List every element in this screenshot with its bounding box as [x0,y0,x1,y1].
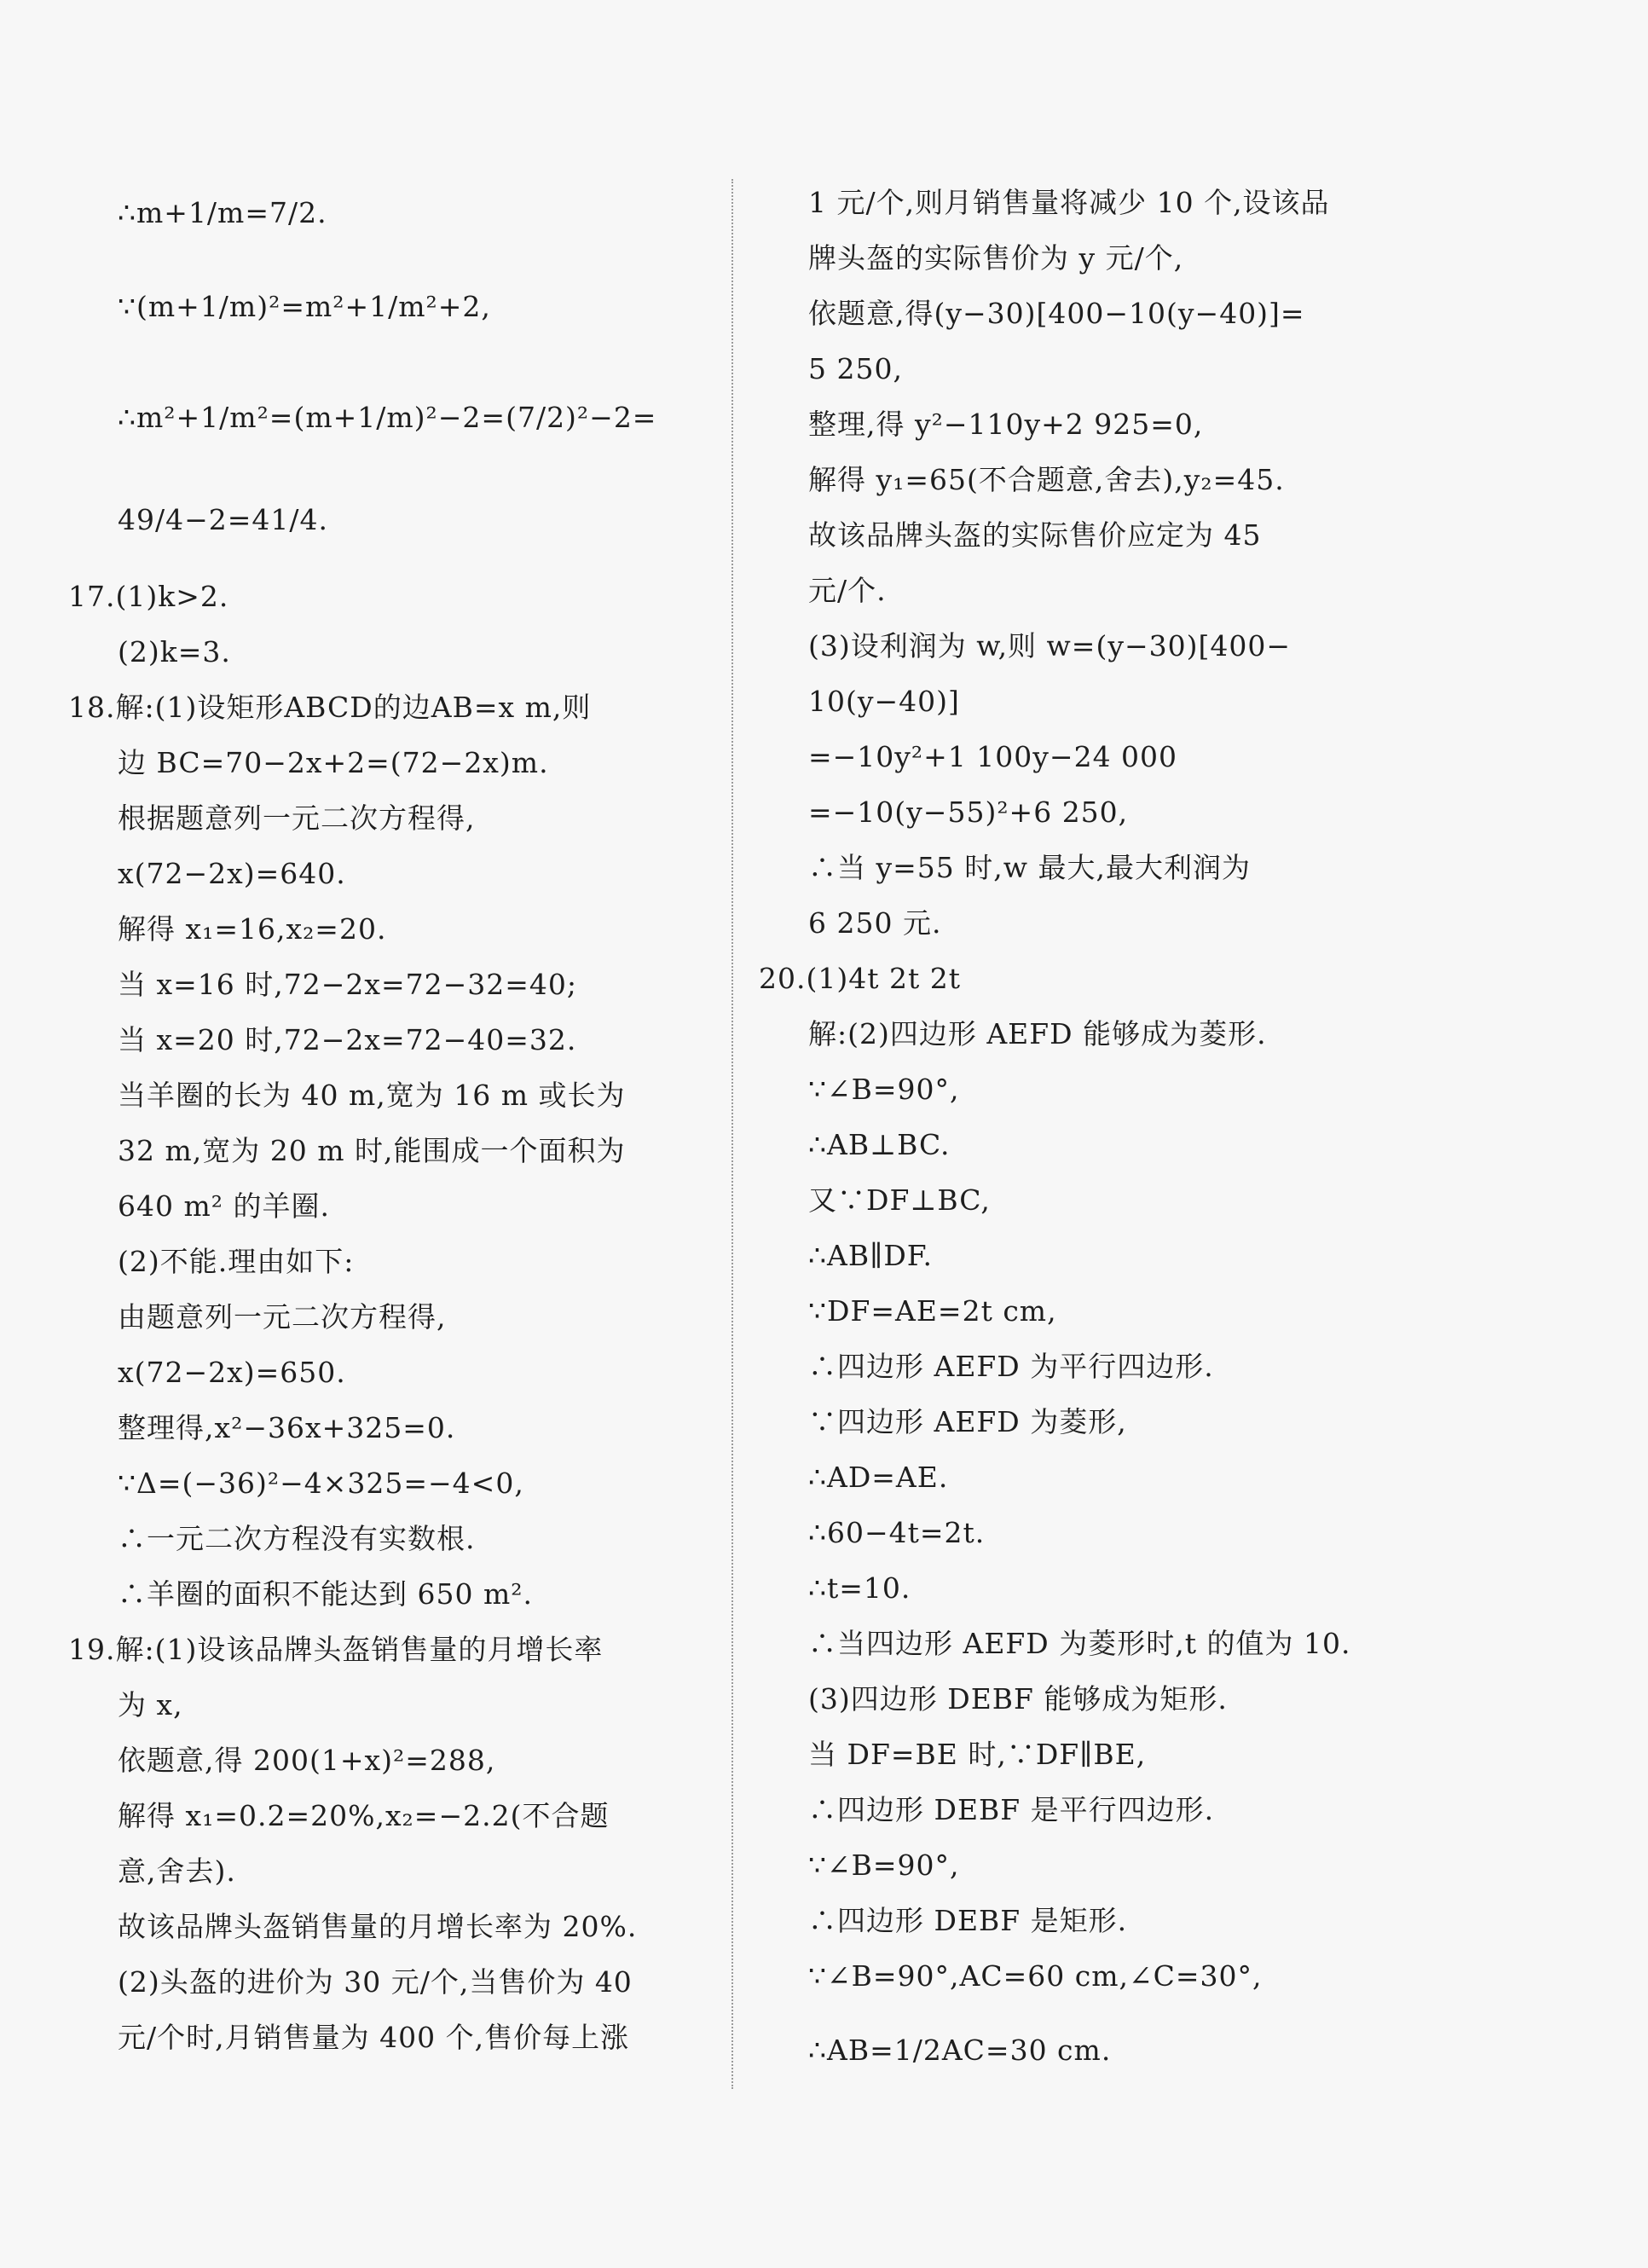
text-line: 整理得,x²−36x+325=0. [118,1411,456,1444]
text-line: ∵Δ=(−36)²−4×325=−4<0, [118,1467,524,1500]
column-divider [731,179,733,2089]
text-line: 20.(1)4t 2t 2t [759,962,961,995]
text-line: 故该品牌头盔销售量的月增长率为 20%. [118,1910,638,1943]
text-line: (2)头盔的进价为 30 元/个,当售价为 40 [118,1965,633,1999]
text-line: (2)不能.理由如下: [118,1245,355,1278]
text-line: 元/个. [808,574,887,607]
text-line: =−10y²+1 100y−24 000 [808,740,1178,773]
text-line: 边 BC=70−2x+2=(72−2x)m. [118,746,549,779]
text-line: ∴AB∥DF. [808,1239,934,1272]
text-line: 解得 x₁=0.2=20%,x₂=−2.2(不合题 [118,1799,610,1832]
text-line: ∵四边形 AEFD 为菱形, [808,1405,1127,1438]
text-line: ∴一元二次方程没有实数根. [118,1522,476,1555]
text-line: 6 250 元. [808,906,942,940]
text-line: ∴t=10. [808,1571,911,1605]
text-line: 为 x, [118,1688,183,1721]
text-line: ∴60−4t=2t. [808,1516,986,1549]
text-line: 解:(2)四边形 AEFD 能够成为菱形. [808,1017,1267,1050]
text-line: 又∵DF⊥BC, [808,1183,991,1217]
text-line: 1 元/个,则月销售量将减少 10 个,设该品 [808,186,1330,219]
text-line: 当 x=16 时,72−2x=72−32=40; [118,968,578,1001]
text-line: 49/4−2=41/4. [118,503,328,536]
text-line: 意,舍去). [118,1854,236,1888]
text-line: ∴AB⊥BC. [808,1128,951,1161]
text-line: ∴当 y=55 时,w 最大,最大利润为 [808,851,1251,884]
text-line: ∴羊圈的面积不能达到 650 m². [118,1577,533,1611]
text-line: ∴AD=AE. [808,1461,949,1494]
text-line: 18.解:(1)设矩形ABCD的边AB=x m,则 [68,691,592,724]
text-line: 元/个时,月销售量为 400 个,售价每上涨 [118,2021,630,2054]
text-line: 当 DF=BE 时,∵DF∥BE, [808,1738,1147,1771]
text-line: =−10(y−55)²+6 250, [808,796,1129,829]
text-line: ∴当四边形 AEFD 为菱形时,t 的值为 10. [808,1627,1351,1660]
text-line: 解得 y₁=65(不合题意,舍去),y₂=45. [808,463,1285,496]
text-line: 由题意列一元二次方程得, [118,1300,447,1334]
text-line: 32 m,宽为 20 m 时,能围成一个面积为 [118,1134,626,1167]
text-line: ∴AB=1/2AC=30 cm. [808,2034,1112,2067]
text-line: 10(y−40)] [808,685,960,718]
text-line: 牌头盔的实际售价为 y 元/个, [808,241,1184,275]
text-line: ∴四边形 AEFD 为平行四边形. [808,1350,1214,1383]
text-line: 解得 x₁=16,x₂=20. [118,912,387,946]
text-line: 19.解:(1)设该品牌头盔销售量的月增长率 [68,1633,604,1666]
text-line: 5 250, [808,352,903,385]
text-line: ∴m+1/m=7/2. [118,196,327,229]
text-line: ∵(m+1/m)²=m²+1/m²+2, [118,290,491,323]
text-line: (2)k=3. [118,635,231,668]
text-line: ∴m²+1/m²=(m+1/m)²−2=(7/2)²−2= [118,401,657,434]
text-line: (3)四边形 DEBF 能够成为矩形. [808,1682,1228,1715]
text-line: ∵∠B=90°, [808,1849,960,1882]
text-line: 依题意,得(y−30)[400−10(y−40)]= [808,297,1305,330]
text-line: ∵DF=AE=2t cm, [808,1294,1057,1328]
text-line: x(72−2x)=640. [118,857,346,890]
text-line: (3)设利润为 w,则 w=(y−30)[400− [808,629,1291,662]
text-line: 当 x=20 时,72−2x=72−40=32. [118,1023,577,1056]
text-line: 根据题意列一元二次方程得, [118,801,476,835]
text-line: ∴四边形 DEBF 是平行四边形. [808,1793,1215,1826]
text-line: 当羊圈的长为 40 m,宽为 16 m 或长为 [118,1079,626,1112]
text-line: x(72−2x)=650. [118,1356,346,1389]
text-line: 整理,得 y²−110y+2 925=0, [808,408,1204,441]
text-line: 依题意,得 200(1+x)²=288, [118,1744,496,1777]
text-line: 640 m² 的羊圈. [118,1189,330,1223]
text-line: ∵∠B=90°,AC=60 cm,∠C=30°, [808,1959,1263,1993]
text-line: ∵∠B=90°, [808,1073,960,1106]
text-line: 17.(1)k>2. [68,580,229,613]
text-line: 故该品牌头盔的实际售价应定为 45 [808,518,1262,552]
text-line: ∴四边形 DEBF 是矩形. [808,1904,1128,1937]
